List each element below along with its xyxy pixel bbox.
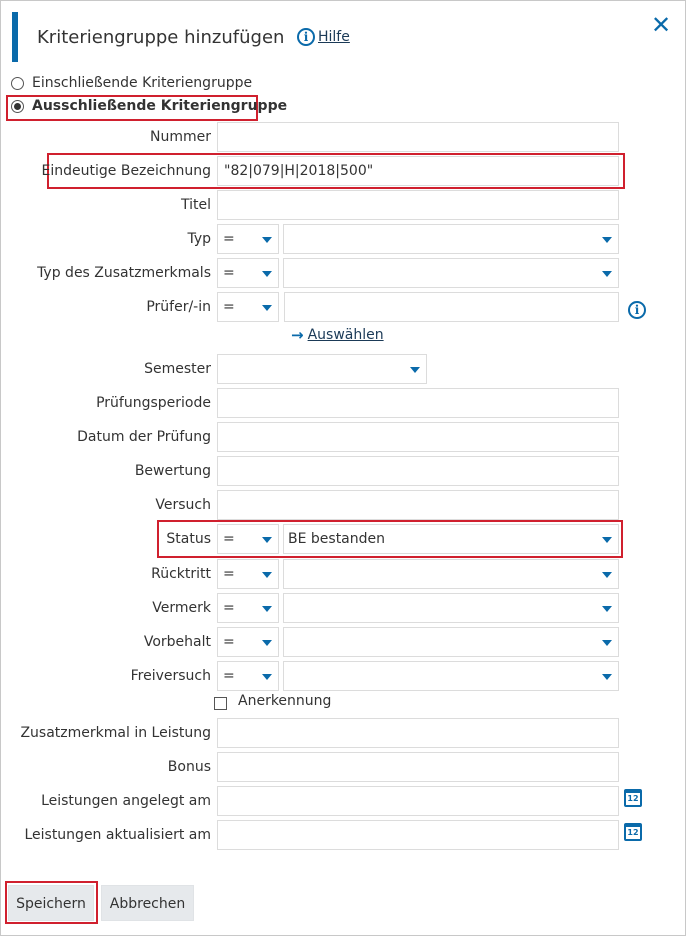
typ-select[interactable] xyxy=(283,224,619,254)
chevron-down-icon xyxy=(262,237,272,243)
pruefungsperiode-input[interactable] xyxy=(217,388,619,418)
label-typ: Typ xyxy=(187,231,211,247)
label-bewertung: Bewertung xyxy=(134,463,211,479)
vorbehalt-operator-select[interactable] xyxy=(217,627,279,657)
typ-zusatz-operator-value: = xyxy=(223,265,235,281)
label-semester: Semester xyxy=(144,361,211,377)
label-bonus: Bonus xyxy=(167,759,211,775)
chevron-down-icon xyxy=(262,537,272,543)
label-angelegt: Leistungen angelegt am xyxy=(41,793,211,809)
auswaehlen-link[interactable] xyxy=(291,326,384,344)
chevron-down-icon xyxy=(262,674,272,680)
label-nummer: Nummer xyxy=(150,129,211,145)
close-icon[interactable]: ✕ xyxy=(651,11,672,39)
info-icon: i xyxy=(297,28,315,46)
nummer-input[interactable] xyxy=(217,122,619,152)
ruecktritt-operator-value: = xyxy=(223,566,235,582)
zusatzmerkmal-input[interactable] xyxy=(217,718,619,748)
info-icon[interactable]: i xyxy=(628,301,646,319)
chevron-down-icon xyxy=(602,537,612,543)
ruecktritt-select[interactable] xyxy=(283,559,619,589)
label-pruefungsperiode: Prüfungsperiode xyxy=(96,395,211,411)
bewertung-input[interactable] xyxy=(217,456,619,486)
typ-operator-value: = xyxy=(223,231,235,247)
label-vermerk: Vermerk xyxy=(152,600,211,616)
radio-exclusive-label: Ausschließende Kriteriengruppe xyxy=(32,98,288,114)
chevron-down-icon xyxy=(262,606,272,612)
status-select[interactable] xyxy=(283,524,619,554)
vorbehalt-select[interactable] xyxy=(283,627,619,657)
label-zusatzmerkmal: Zusatzmerkmal in Leistung xyxy=(20,725,211,741)
chevron-down-icon xyxy=(602,237,612,243)
anerkennung-label: Anerkennung xyxy=(238,693,332,709)
radio-exclusive-button[interactable] xyxy=(11,100,24,113)
label-typ-zusatz: Typ des Zusatzmerkmals xyxy=(37,265,211,281)
chevron-down-icon xyxy=(262,271,272,277)
help-link[interactable] xyxy=(297,28,350,46)
angelegt-input[interactable] xyxy=(217,786,619,816)
calendar-icon[interactable]: 12 xyxy=(624,823,642,841)
label-versuch: Versuch xyxy=(155,497,211,513)
label-bezeichnung: Eindeutige Bezeichnung xyxy=(41,163,211,179)
chevron-down-icon xyxy=(602,606,612,612)
freiversuch-operator-select[interactable] xyxy=(217,661,279,691)
aktualisiert-input[interactable] xyxy=(217,820,619,850)
vermerk-select[interactable] xyxy=(283,593,619,623)
save-button[interactable]: Speichern xyxy=(8,885,94,921)
freiversuch-operator-value: = xyxy=(223,668,235,684)
chevron-down-icon xyxy=(262,640,272,646)
freiversuch-select[interactable] xyxy=(283,661,619,691)
bonus-input[interactable] xyxy=(217,752,619,782)
status-operator-value: = xyxy=(223,531,235,547)
vorbehalt-operator-value: = xyxy=(223,634,235,650)
ruecktritt-operator-select[interactable] xyxy=(217,559,279,589)
titel-input[interactable] xyxy=(217,190,619,220)
label-titel: Titel xyxy=(180,197,211,213)
label-freiversuch: Freiversuch xyxy=(130,668,211,684)
anerkennung-checkbox[interactable] xyxy=(214,697,227,710)
cancel-button[interactable]: Abbrechen xyxy=(101,885,194,921)
versuch-input[interactable] xyxy=(217,490,619,520)
label-vorbehalt: Vorbehalt xyxy=(143,634,211,650)
radio-exclusive[interactable] xyxy=(11,98,287,114)
pruefer-input[interactable] xyxy=(284,292,619,322)
typ-zusatz-operator-select[interactable] xyxy=(217,258,279,288)
pruefer-operator-value: = xyxy=(223,299,235,315)
help-label: Hilfe xyxy=(318,29,350,45)
chevron-down-icon xyxy=(602,572,612,578)
chevron-down-icon xyxy=(602,271,612,277)
title-accent-bar xyxy=(12,12,18,62)
label-ruecktritt: Rücktritt xyxy=(151,566,211,582)
status-value: BE bestanden xyxy=(288,531,386,547)
chevron-down-icon xyxy=(262,572,272,578)
datum-input[interactable] xyxy=(217,422,619,452)
pruefer-operator-select[interactable] xyxy=(217,292,279,322)
chevron-down-icon xyxy=(262,305,272,311)
bezeichnung-input[interactable]: "82|079|H|2018|500" xyxy=(217,156,619,186)
radio-inclusive-label: Einschließende Kriteriengruppe xyxy=(32,75,253,91)
chevron-down-icon xyxy=(602,640,612,646)
vermerk-operator-value: = xyxy=(223,600,235,616)
label-aktualisiert: Leistungen aktualisiert am xyxy=(24,827,211,843)
chevron-down-icon xyxy=(602,674,612,680)
radio-inclusive[interactable] xyxy=(11,75,252,91)
auswaehlen-label: Auswählen xyxy=(307,327,384,343)
typ-zusatz-select[interactable] xyxy=(283,258,619,288)
vermerk-operator-select[interactable] xyxy=(217,593,279,623)
label-status: Status xyxy=(166,531,211,547)
typ-operator-select[interactable] xyxy=(217,224,279,254)
radio-inclusive-button[interactable] xyxy=(11,77,24,90)
label-pruefer: Prüfer/-in xyxy=(146,299,211,315)
label-datum: Datum der Prüfung xyxy=(77,429,211,445)
semester-select[interactable] xyxy=(217,354,427,384)
status-operator-select[interactable] xyxy=(217,524,279,554)
calendar-icon[interactable]: 12 xyxy=(624,789,642,807)
arrow-right-icon: → xyxy=(291,326,304,344)
dialog-title: Kriteriengruppe hinzufügen xyxy=(37,27,285,48)
chevron-down-icon xyxy=(410,367,420,373)
